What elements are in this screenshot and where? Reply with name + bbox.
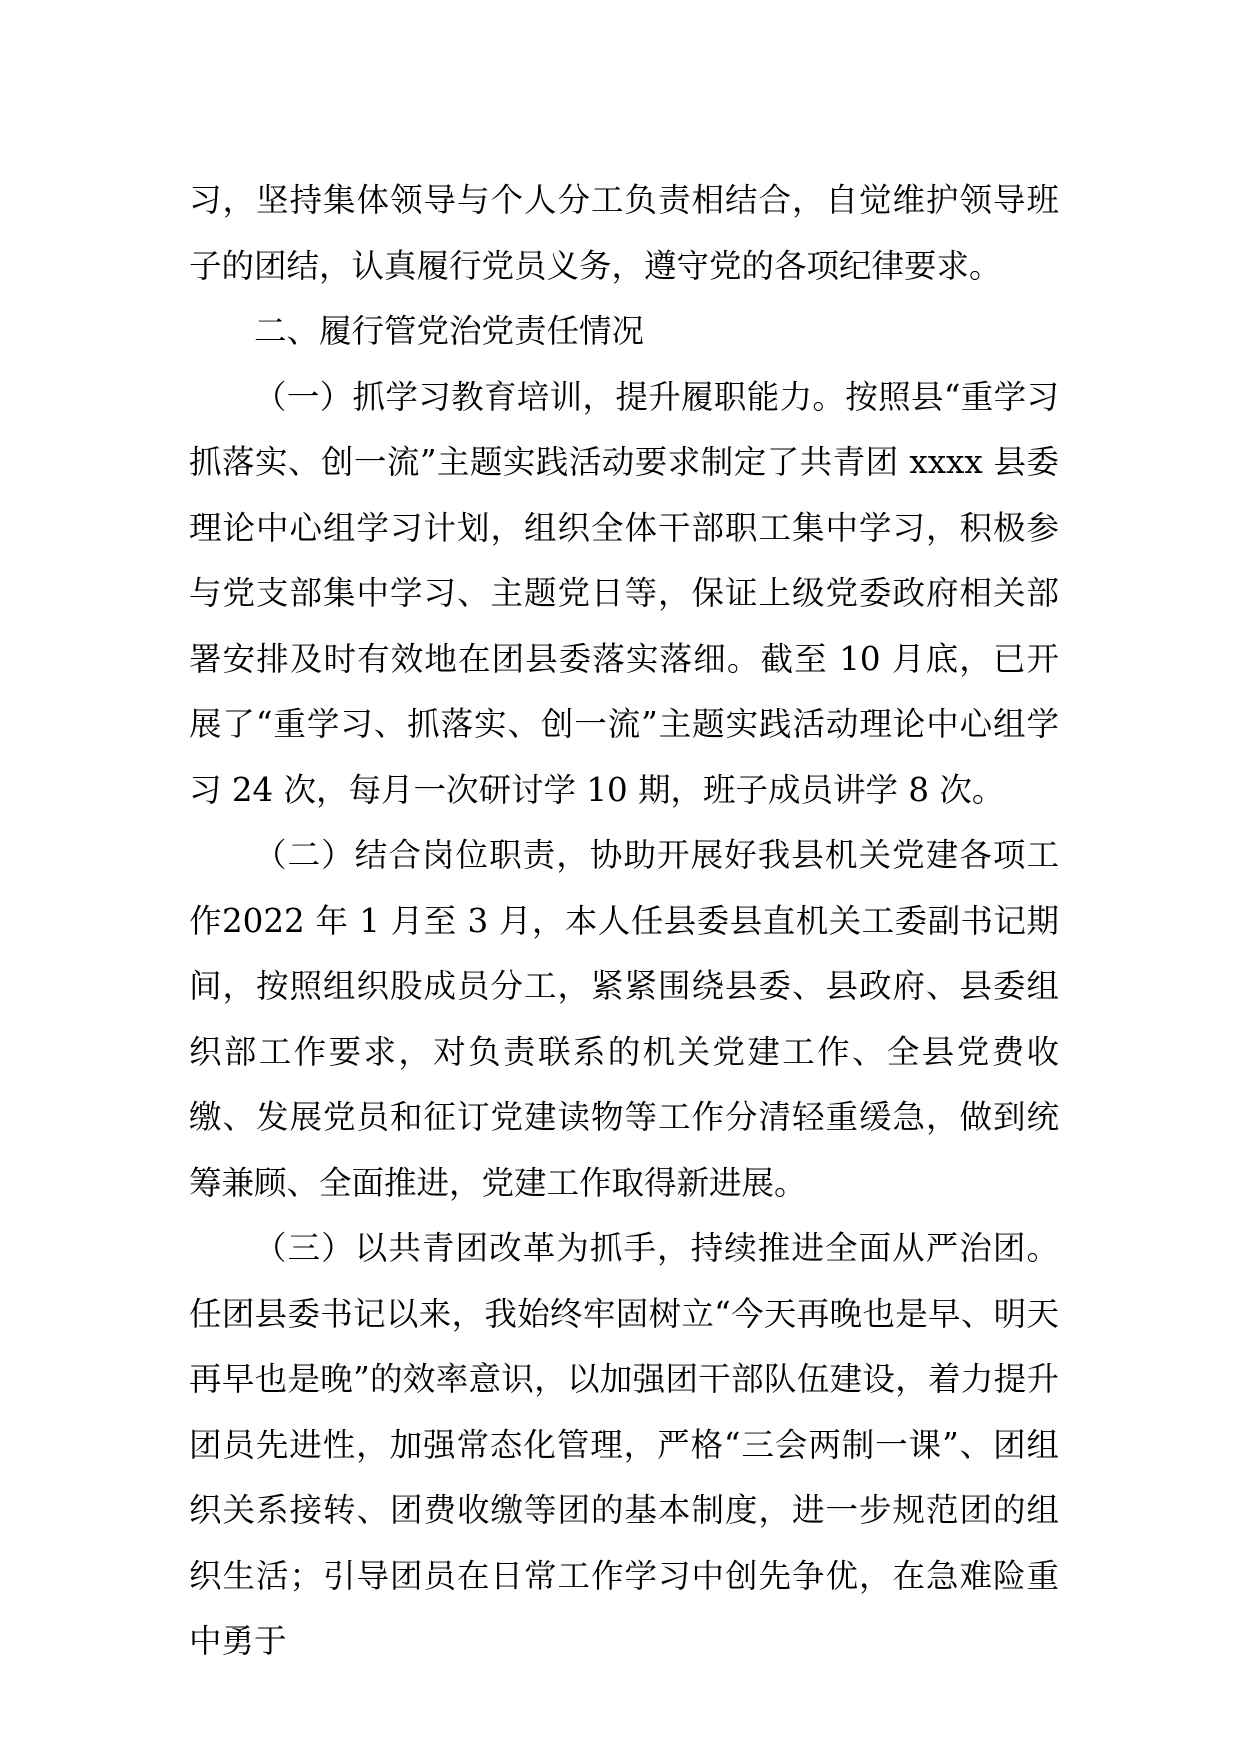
paragraph-party-building: （二）结合岗位职责，协助开展好我县机关党建各项工作2022 年 1 月至 3 月，本人任县委县直机关工委副书记期间，按照组织股成员分工，紧紧围绕县委、县政府、县委组织部工作要求，对负责联系的机关党建工作、全县党费收缴、发展党员和征订党建读物等工作分清轻重缓急，做到统筹兼顾、全面推进，党建工作取得新进展。: [189, 836, 1059, 1202]
document-body: [189, 168, 1059, 1675]
paragraph-league-reform: （三）以共青团改革为抓手，持续推进全面从严治团。任团县委书记以来，我始终牢固树立“今天再晚也是早、明天再早也是晚”的效率意识，以加强团干部队伍建设，着力提升团员先进性，加强常态化管理，严格“三会两制一课”、团组织关系接转、团费收缴等团的基本制度，进一步规范团的组织生活；引导团员在日常工作学习中创先争优，在急难险重中勇于: [189, 1229, 1059, 1660]
paragraph-study-training: （一）抓学习教育培训，提升履职能力。按照县“重学习抓落实、创一流”主题实践活动要求制定了共青团 xxxx 县委理论中心组学习计划，组织全体干部职工集中学习，积极参与党支部集中学习、主题党日等，保证上级党委政府相关部署安排及时有效地在团县委落实落细。截至 10 月底，已开展了“重学习、抓落实、创一流”主题实践活动理论中心组学习 24 次，每月一次研讨学 10 期，班子成员讲学 8 次。: [189, 377, 1059, 809]
section-heading: 二、履行管党治党责任情况: [254, 312, 645, 350]
paragraph-continued: 习，坚持集体领导与个人分工负责相结合，自觉维护领导班子的团结，认真履行党员义务，遵守党的各项纪律要求。: [189, 181, 1059, 285]
